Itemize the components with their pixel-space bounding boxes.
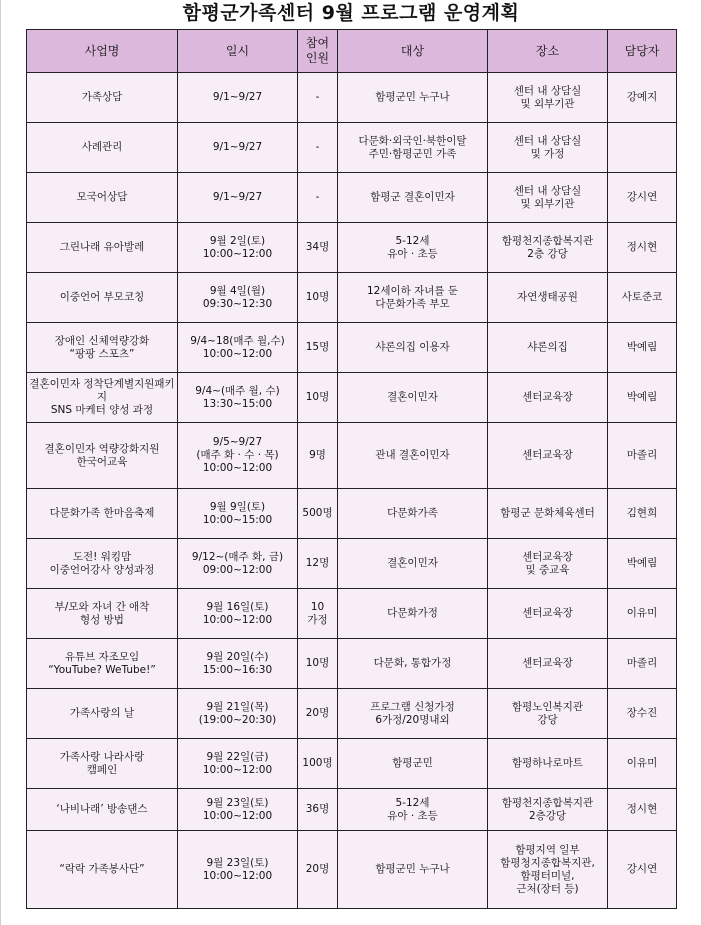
cell-target: 함평군민 누구나 xyxy=(338,831,488,909)
cell-datetime: 9/12~(매주 화, 금) 09:00~12:00 xyxy=(178,539,298,589)
cell-datetime: 9월 16일(토) 10:00~12:00 xyxy=(178,589,298,639)
table-row xyxy=(27,539,677,589)
cell-participants: - xyxy=(298,123,338,173)
cell-manager: 이유미 xyxy=(608,739,677,789)
cell-place: 자연생태공원 xyxy=(488,273,608,323)
cell-program: 유튜브 자조모임 “YouTube? WeTube!” xyxy=(27,639,178,689)
table-row xyxy=(27,123,677,173)
cell-target: 12세이하 자녀를 둔 다문화가족 부모 xyxy=(338,273,488,323)
cell-manager: 김현희 xyxy=(608,489,677,539)
cell-participants: 100명 xyxy=(298,739,338,789)
cell-participants: 500명 xyxy=(298,489,338,539)
cell-participants: - xyxy=(298,73,338,123)
cell-manager: 정시현 xyxy=(608,223,677,273)
cell-program: “락락 가족봉사단” xyxy=(27,831,178,909)
cell-target: 함평군민 누구나 xyxy=(338,73,488,123)
cell-target: 함평군 결혼이민자 xyxy=(338,173,488,223)
cell-participants: 34명 xyxy=(298,223,338,273)
cell-datetime: 9/4~18(매주 월,수) 10:00~12:00 xyxy=(178,323,298,373)
cell-target: 다문화, 통합가정 xyxy=(338,639,488,689)
cell-manager: 마졸리 xyxy=(608,639,677,689)
cell-datetime: 9월 4일(월) 09:30~12:30 xyxy=(178,273,298,323)
cell-program: 그린나래 유아발레 xyxy=(27,223,178,273)
cell-participants: 15명 xyxy=(298,323,338,373)
table-header-row xyxy=(27,30,677,73)
table-row xyxy=(27,323,677,373)
header-place: 장소 xyxy=(488,30,608,73)
cell-place: 함평지역 일부 함평청지종합복지관, 함평터미널, 근처(장터 등) xyxy=(488,831,608,909)
cell-place: 함평노인복지관 강당 xyxy=(488,689,608,739)
cell-target: 샤론의집 이용자 xyxy=(338,323,488,373)
cell-target: 5-12세 유아 · 초등 xyxy=(338,223,488,273)
cell-datetime: 9/5~9/27 (매주 화 · 수 · 목) 10:00~12:00 xyxy=(178,423,298,489)
cell-place: 센터교육장 xyxy=(488,589,608,639)
cell-program: ‘나비나래’ 방송댄스 xyxy=(27,789,178,831)
cell-manager: 장수진 xyxy=(608,689,677,739)
cell-manager: 정시현 xyxy=(608,789,677,831)
cell-datetime: 9/1~9/27 xyxy=(178,123,298,173)
cell-program: 이중언어 부모코칭 xyxy=(27,273,178,323)
cell-place: 센터 내 상담실 및 외부기관 xyxy=(488,173,608,223)
cell-manager: 박예림 xyxy=(608,323,677,373)
cell-datetime: 9월 9일(토) 10:00~15:00 xyxy=(178,489,298,539)
cell-datetime: 9월 2일(토) 10:00~12:00 xyxy=(178,223,298,273)
cell-program: 가족사랑의 날 xyxy=(27,689,178,739)
cell-target: 5-12세 유아 · 초등 xyxy=(338,789,488,831)
left-edge-line xyxy=(0,0,1,925)
table-row xyxy=(27,689,677,739)
cell-participants: - xyxy=(298,173,338,223)
header-program: 사업명 xyxy=(27,30,178,73)
document-title: 함평군가족센터 9월 프로그램 운영계획 xyxy=(182,2,520,24)
cell-target: 결혼이민자 xyxy=(338,373,488,423)
cell-participants: 9명 xyxy=(298,423,338,489)
cell-manager: 이유미 xyxy=(608,589,677,639)
cell-datetime: 9월 23일(토) 10:00~12:00 xyxy=(178,831,298,909)
cell-participants: 10명 xyxy=(298,273,338,323)
cell-program: 사례관리 xyxy=(27,123,178,173)
table-row xyxy=(27,73,677,123)
cell-manager: 사토준코 xyxy=(608,273,677,323)
cell-program: 결혼이민자 정착단계별지원패키지 SNS 마케터 양성 과정 xyxy=(27,373,178,423)
cell-datetime: 9월 23일(토) 10:00~12:00 xyxy=(178,789,298,831)
table-row xyxy=(27,423,677,489)
cell-participants: 20명 xyxy=(298,831,338,909)
cell-program: 다문화가족 한마음축제 xyxy=(27,489,178,539)
table-row xyxy=(27,373,677,423)
table-row xyxy=(27,589,677,639)
header-participants: 참여 인원 xyxy=(298,30,338,73)
cell-manager: 마졸리 xyxy=(608,423,677,489)
cell-manager: 강시연 xyxy=(608,173,677,223)
cell-datetime: 9월 20일(수) 15:00~16:30 xyxy=(178,639,298,689)
cell-target: 다문화가정 xyxy=(338,589,488,639)
cell-manager: 박예림 xyxy=(608,539,677,589)
header-datetime: 일시 xyxy=(178,30,298,73)
cell-target: 함평군민 xyxy=(338,739,488,789)
cell-participants: 10명 xyxy=(298,373,338,423)
cell-participants: 12명 xyxy=(298,539,338,589)
cell-participants: 10명 xyxy=(298,639,338,689)
cell-participants: 36명 xyxy=(298,789,338,831)
cell-program: 결혼이민자 역량강화지원 한국어교육 xyxy=(27,423,178,489)
table-row xyxy=(27,273,677,323)
cell-place: 센터 내 상담실 및 가정 xyxy=(488,123,608,173)
cell-program: 장애인 신체역량강화 “팡팡 스포츠” xyxy=(27,323,178,373)
table-row xyxy=(27,223,677,273)
cell-datetime: 9월 22일(금) 10:00~12:00 xyxy=(178,739,298,789)
cell-participants: 10 가정 xyxy=(298,589,338,639)
cell-place: 함평하나로마트 xyxy=(488,739,608,789)
cell-manager xyxy=(608,123,677,173)
cell-datetime: 9/1~9/27 xyxy=(178,173,298,223)
cell-manager: 강시연 xyxy=(608,831,677,909)
cell-place: 함평천지종합복지관 2층 강당 xyxy=(488,223,608,273)
cell-place: 센터 내 상담실 및 외부기관 xyxy=(488,73,608,123)
cell-place: 센터교육장 xyxy=(488,423,608,489)
cell-target: 프로그램 신청가정 6가정/20명내외 xyxy=(338,689,488,739)
header-target: 대상 xyxy=(338,30,488,73)
table-row xyxy=(27,639,677,689)
table-row xyxy=(27,173,677,223)
cell-program: 모국어상담 xyxy=(27,173,178,223)
cell-datetime: 9월 21일(목) (19:00~20:30) xyxy=(178,689,298,739)
cell-manager: 박예림 xyxy=(608,373,677,423)
cell-target: 다문화가족 xyxy=(338,489,488,539)
cell-place: 센터교육장 xyxy=(488,639,608,689)
program-schedule-table xyxy=(26,29,677,909)
table-row xyxy=(27,831,677,909)
cell-manager: 강예지 xyxy=(608,73,677,123)
cell-participants: 20명 xyxy=(298,689,338,739)
cell-target: 관내 결혼이민자 xyxy=(338,423,488,489)
cell-program: 가족상담 xyxy=(27,73,178,123)
cell-place: 센터교육장 xyxy=(488,373,608,423)
table-row xyxy=(27,489,677,539)
cell-place: 샤론의집 xyxy=(488,323,608,373)
cell-datetime: 9/1~9/27 xyxy=(178,73,298,123)
header-manager: 담당자 xyxy=(608,30,677,73)
cell-place: 함평천지종합복지관 2층강당 xyxy=(488,789,608,831)
table-body xyxy=(27,73,677,909)
cell-program: 부/모와 자녀 간 애착 형성 방법 xyxy=(27,589,178,639)
cell-datetime: 9/4~(매주 월, 수) 13:30~15:00 xyxy=(178,373,298,423)
table-row xyxy=(27,739,677,789)
cell-place: 함평군 문화체육센터 xyxy=(488,489,608,539)
table-row xyxy=(27,789,677,831)
cell-target: 결혼이민자 xyxy=(338,539,488,589)
cell-target: 다문화·외국인·북한이탈 주민·함평군민 가족 xyxy=(338,123,488,173)
cell-program: 가족사랑 나라사랑 캠페인 xyxy=(27,739,178,789)
cell-place: 센터교육장 및 중교육 xyxy=(488,539,608,589)
cell-program: 도전! 워킹맘 이중언어강사 양성과정 xyxy=(27,539,178,589)
